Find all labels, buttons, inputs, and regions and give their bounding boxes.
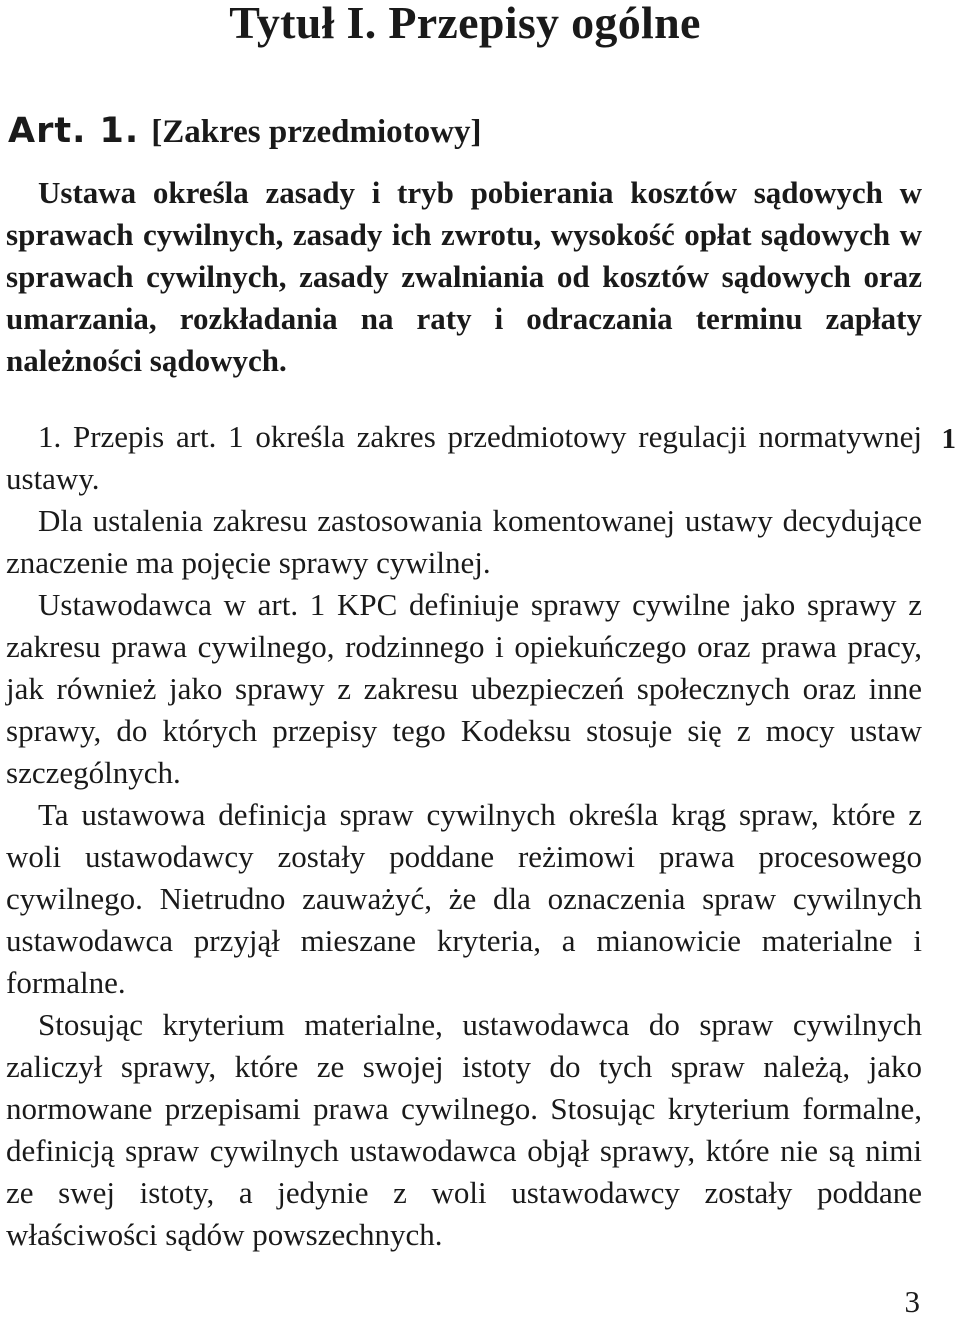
commentary-paragraph: Ta ustawowa definicja spraw cywilnych określa krąg spraw, które z woli ustawodawcy zostały poddane reżimowi prawa procesowego cywilnego. Nietrudno zauważyć, że dla oznaczenia spraw cywilnych ustawodawca przyjął mieszane kryteria, a mianowicie materialne i formalne. bbox=[6, 797, 922, 1000]
commentary-paragraph: Stosując kryterium materialne, ustawodawca do spraw cywilnych zaliczył sprawy, które ze swojej istoty do tych spraw należą, jako normowane przepisami prawa cywilnego. Stosując kryterium formalne, definicją spraw cywilnych ustawodawca objął sprawy, które nie są nimi ze swej istoty, a jedynie z woli ustawodawcy zostały poddane właściwości sądów powszechnych. bbox=[6, 1007, 922, 1252]
commentary-paragraph: Dla ustalenia zakresu zastosowania komentowanej ustawy decydujące znaczenie ma pojęcie sprawy cywilnej. bbox=[6, 503, 922, 580]
commentary-paragraph: Ustawodawca w art. 1 KPC definiuje sprawy cywilne jako sprawy z zakresu prawa cywilnego, rodzinnego i opiekuńczego oraz prawa pracy, jak również jako sprawy z zakresu ubezpieczeń społecznych oraz inne sprawy, do których przepisy tego Kodeksu stosuje się z mocy ustaw szczególnych. bbox=[6, 587, 922, 790]
chapter-title: Tytuł I. Przepisy ogólne bbox=[229, 0, 701, 48]
article-text: Ustawa określa zasady i tryb pobierania kosztów sądowych w sprawach cywilnych, zasady ich zwrotu, wysokość opłat sądowych w sprawach cywilnych, zasady zwalniania od kosztów sądowych oraz umarzania, rozkładania na raty i odraczania terminu zapłaty należności sądowych. bbox=[6, 175, 922, 378]
commentary-paragraph: 1. Przepis art. 1 określa zakres przedmiotowy regulacji normatywnej ustawy. bbox=[6, 419, 922, 496]
commentary bbox=[6, 416, 922, 1256]
article-label: Art. 1. bbox=[8, 111, 140, 151]
article-heading bbox=[8, 106, 481, 156]
article-title: [Zakres przedmiotowy] bbox=[151, 114, 482, 150]
margin-number: 1 bbox=[941, 423, 956, 455]
page-number: 3 bbox=[904, 1284, 920, 1319]
